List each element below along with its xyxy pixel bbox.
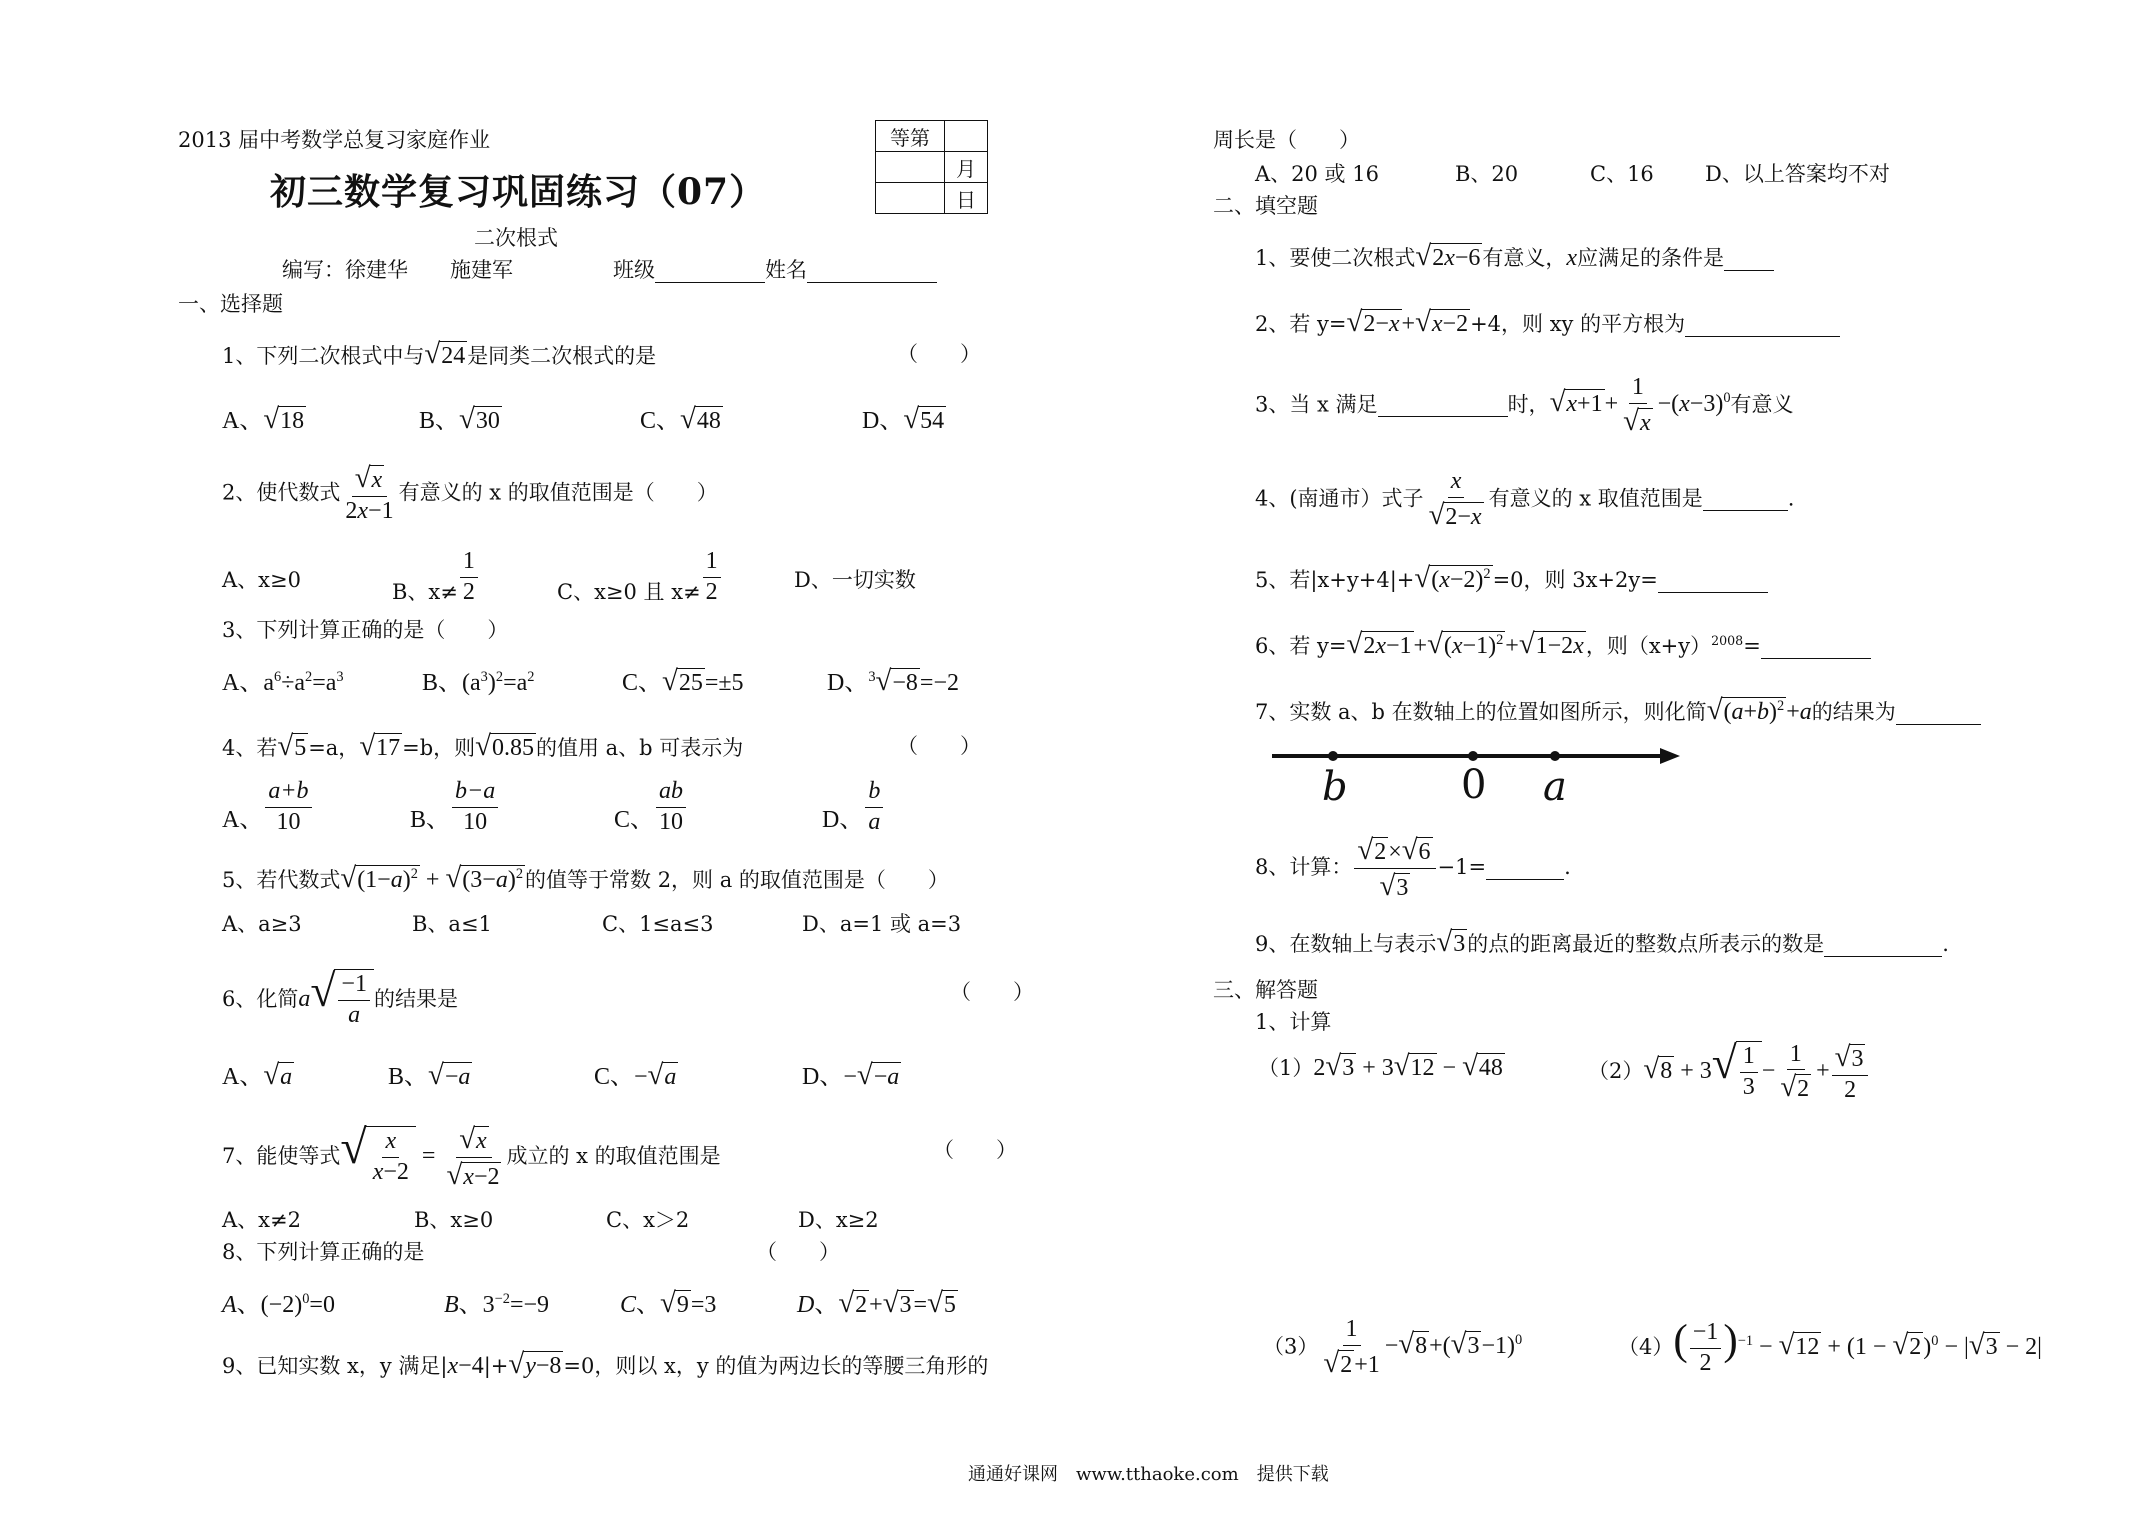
grade-box: 等第 月 日 bbox=[875, 120, 988, 214]
authors: 编写：徐建华 施建军 bbox=[282, 258, 513, 282]
axis-label-zero: 0 bbox=[1461, 762, 1487, 808]
section-choice: 一、选择题 bbox=[178, 292, 283, 316]
page-title: 初三数学复习巩固练习（07） bbox=[270, 171, 767, 213]
class-field[interactable]: 班级 姓名 bbox=[613, 254, 937, 284]
choice-q5: 5、若代数式$√(1-a)^2 + √(3-a)^2$的值等于常数 2，则 a 的取值范围是（ ） bbox=[222, 862, 949, 894]
choice-q6: 6、化简a√ $\frac{-1}{a}$ 的结果是 bbox=[222, 965, 458, 1028]
point-b bbox=[1328, 751, 1338, 761]
section-fill: 二、填空题 bbox=[1213, 194, 1318, 218]
choice-q2: 2、使代数式 $\frac{√x}{2x-1}$ 有意义的 x 的取值范围是（ ） bbox=[222, 462, 718, 525]
fill-q2: 2、若 y=√2−x+√x−2+4，则 xy 的平方根为 bbox=[1255, 306, 1840, 339]
fill-q4: 4、(南通市）式子 $\frac{x}{√2-x}$ 有意义的 x 取值范围是 . bbox=[1255, 468, 1795, 531]
series-line: 2013 届中考数学总复习家庭作业 bbox=[178, 128, 491, 152]
choice-q4: 4、若√5=a，√17=b，则√0.85的值用 a、b 可表示为 bbox=[222, 730, 744, 762]
section-solve: 三、解答题 bbox=[1213, 978, 1318, 1002]
choice-q9-cont: 周长是（ ） bbox=[1213, 128, 1360, 152]
axis-label-b: b bbox=[1322, 764, 1348, 810]
number-line-arrow bbox=[1660, 748, 1680, 764]
fill-q3: 3、当 x 满足 时，√x+1+ $\frac{1}{√x}$ $-(x-3)^0$有意义 bbox=[1255, 374, 1794, 437]
choice-q9: 9、已知实数 x，y 满足|x−4|+√y−8=0，则以 x，y 的值为两边长的等腰三角形的 bbox=[222, 1348, 989, 1380]
fill-q8: 8、计算： $\frac{√2\times√6}{√3}$ −1= . bbox=[1255, 834, 1571, 903]
choice-q1-paren: （ ） bbox=[897, 342, 981, 366]
page-subtitle: 二次根式 bbox=[474, 226, 558, 250]
fill-q7: 7、实数 a、b 在数轴上的位置如图所示，则化简$√(a+b)^2+a$的结果为 bbox=[1255, 694, 1981, 727]
solve-calc-label: 1、计算 bbox=[1255, 1010, 1332, 1034]
axis-label-a: a bbox=[1543, 764, 1567, 810]
solve-p3: （3） $\frac{1}{√2+1}$ $-√8+(√3-1)^0$ bbox=[1263, 1316, 1523, 1379]
choice-q8: 8、下列计算正确的是 bbox=[222, 1240, 425, 1264]
choice-q4-paren: （ ） bbox=[897, 734, 981, 758]
solve-p4: （4）( $\frac{-1}{2}$ )$^{-1} - √12 + (1 - √2)^0 - |√3 - 2|$ bbox=[1618, 1317, 2042, 1376]
point-a bbox=[1550, 751, 1560, 761]
fill-q9: 9、在数轴上与表示√3的点的距离最近的整数点所表示的数是 . bbox=[1255, 926, 1949, 958]
choice-q6-paren: （ ） bbox=[950, 980, 1034, 1004]
footer-credit: 通通好课网 www.tthaoke.com 提供下载 bbox=[968, 1464, 1329, 1485]
solve-p1: （1）2√3 + 3√12 − √48 bbox=[1258, 1050, 1503, 1082]
choice-q1: 1、下列二次根式中与√24是同类二次根式的是 bbox=[222, 338, 657, 370]
choice-q7: 7、能使等式√ $\frac{x}{x-2}$ = $\frac{√x}{√x-2}$ 成立的 x 的取值范围是 bbox=[222, 1121, 721, 1191]
choice-q3: 3、下列计算正确的是（ ） bbox=[222, 618, 509, 642]
solve-p2: （2）√8 + 3√ $\frac{1}{3}$ − $\frac{1}{√2}$ + $\frac{√3}{2}$ bbox=[1588, 1036, 1870, 1104]
fill-q1: 1、要使二次根式√2x−6有意义，x应满足的条件是 bbox=[1255, 240, 1774, 273]
fill-q5: 5、若$|x+y+4|+√(x-2)^2=0$，则 3x+2y= bbox=[1255, 562, 1768, 595]
fill-q6: 6、若 $y=√2x-1+√(x-1)^2+√1-2x$，则$(x+y)^{2008}=$ bbox=[1255, 628, 1871, 661]
choice-q8-paren: （ ） bbox=[756, 1240, 840, 1264]
point-zero bbox=[1468, 751, 1478, 761]
choice-q7-paren: （ ） bbox=[933, 1138, 1017, 1162]
